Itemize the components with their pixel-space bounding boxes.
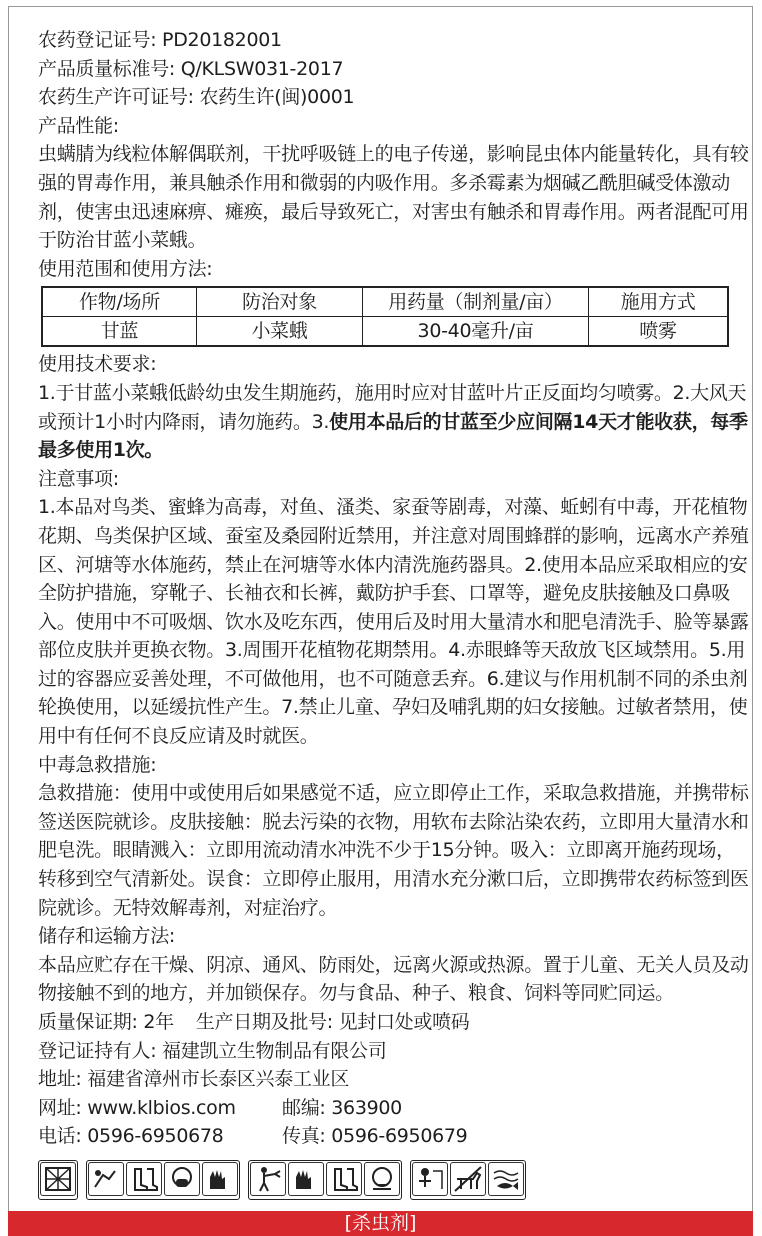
pictogram-group-storage bbox=[38, 1160, 78, 1200]
website-row bbox=[38, 1094, 752, 1123]
column-crop: 作物/场所 bbox=[42, 287, 197, 317]
registration-number: 农药登记证号: PD20182001 bbox=[38, 29, 282, 51]
first-aid-heading: 中毒急救措施: bbox=[38, 753, 157, 776]
cell-method: 喷雾 bbox=[589, 317, 729, 347]
technique-text-bold: 使用本品后的甘蓝至少应间隔14天才能收获，每季最多使用1次。 bbox=[38, 410, 748, 462]
phone: 电话: 0596-6950678 bbox=[38, 1125, 224, 1148]
cell-target: 小菜蛾 bbox=[197, 317, 363, 347]
production-license: 农药生产许可证号: 农药生许(闽)0001 bbox=[38, 86, 355, 109]
usage-heading: 使用范围和使用方法: bbox=[38, 257, 213, 280]
usage-table bbox=[41, 286, 729, 347]
technique-text bbox=[38, 379, 752, 465]
storage-text: 本品应贮存在干燥、阴凉、通风、防雨处，远离火源或热源。置于儿童、无关人员及动物接触不到的地方，并加锁保存。勿与食品、种子、粮食、饲料等同贮同运。 bbox=[38, 953, 749, 1005]
boots-icon bbox=[126, 1162, 162, 1196]
first-aid-text: 急救措施：使用中或使用后如果感觉不适，应立即停止工作，采取急救措施，并携带标签送医院就诊。皮肤接触：脱去污染的衣物，用软布去除沾染农药，立即用大量清水和肥皂洗。眼睛溅入：立即用流动清水冲洗不少于15分钟。吸入：立即离开施药现场，转移到空气清新处。误食：立即停止服用，用清水充分漱口后，立即携带农药标签到医院就诊。无特效解毒剂，对症治疗。 bbox=[38, 782, 749, 919]
label-content bbox=[38, 26, 752, 1151]
phone-row bbox=[38, 1122, 752, 1151]
shelf-life-row bbox=[38, 1008, 752, 1037]
batch-number: 生产日期及批号: 见封口处或喷码 bbox=[195, 1011, 470, 1033]
harmful-humans-icon bbox=[412, 1162, 448, 1196]
technique-text-normal: 1.于甘蓝小菜蛾低龄幼虫发生期施药，施用时应对甘蓝叶片正反面均匀喷雾。2.大风天或预计1小时内降雨，请勿施药。3. bbox=[38, 381, 747, 433]
postcode: 邮编: 363900 bbox=[282, 1096, 402, 1119]
harmful-animals-icon bbox=[450, 1162, 486, 1196]
category-banner: [杀虫剂] bbox=[8, 1211, 753, 1236]
store-locked-icon bbox=[40, 1162, 76, 1196]
pictogram-group-warnings bbox=[410, 1160, 526, 1200]
column-method: 施用方式 bbox=[589, 287, 729, 317]
mask-icon bbox=[164, 1162, 200, 1196]
spray-icon bbox=[250, 1162, 286, 1196]
handle-icon bbox=[88, 1162, 124, 1196]
cell-crop: 甘蓝 bbox=[42, 317, 197, 347]
wash-icon bbox=[364, 1162, 400, 1196]
precautions-heading: 注意事项: bbox=[38, 467, 119, 490]
gloves-icon bbox=[288, 1162, 324, 1196]
storage-heading: 储存和运输方法: bbox=[38, 925, 176, 948]
table-row bbox=[42, 317, 728, 347]
usage-table-header bbox=[42, 287, 728, 317]
fax: 传真: 0596-6950679 bbox=[282, 1125, 468, 1148]
pictogram-group-protection bbox=[86, 1160, 240, 1200]
precautions-text: 1.本品对鸟类、蜜蜂为高毒，对鱼、溞类、家蚕等剧毒，对藻、蚯蚓有中毒，开花植物花期、鸟类保护区域、蚕室及桑园附近禁用，并注意对周围蜂群的影响，远离水产养殖区、河塘等水体施药，禁止在河塘等水体内清洗施药器具。2.使用本品应采取相应的安全防护措施，穿靴子、长袖衣和长裤，戴防护手套、口罩等，避免皮肤接触及口鼻吸入。使用中不可吸烟、饮水及吃东西，使用后及时用大量清水和肥皂清洗手、脸等暴露部位皮肤并更换衣物。3.周围开花植物花期禁用。4.赤眼蜂等天敌放飞区域禁用。5.用过的容器应妥善处理，不可做他用，也不可随意丢弃。6.建议与作用机制不同的杀虫剂轮换使用，以延缓抗性产生。7.禁止儿童、孕妇及哺乳期的妇女接触。过敏者禁用，使用中有任何不良反应请及时就医。 bbox=[38, 496, 749, 748]
address: 地址: 福建省漳州市长泰区兴泰工业区 bbox=[38, 1068, 350, 1091]
standard-number: 产品质量标准号: Q/KLSW031-2017 bbox=[38, 57, 344, 80]
pictogram-group-application bbox=[248, 1160, 402, 1200]
website: 网址: www.klbios.com bbox=[38, 1096, 236, 1119]
harmful-fish-icon bbox=[488, 1162, 524, 1196]
performance-text: 虫螨腈为线粒体解偶联剂，干扰呼吸链上的电子传递，影响昆虫体内能量转化，具有较强的胃毒作用，兼具触杀作用和微弱的内吸作用。多杀霉素为烟碱乙酰胆碱受体激动剂，使害虫迅速麻痹、瘫痪，最后导致死亡，对害虫有触杀和胃毒作用。两者混配可用于防治甘蓝小菜蛾。 bbox=[38, 143, 749, 252]
cell-dosage: 30-40毫升/亩 bbox=[363, 317, 589, 347]
technique-heading: 使用技术要求: bbox=[38, 353, 157, 376]
shelf-life: 质量保证期: 2年 bbox=[38, 1011, 174, 1033]
safety-pictograms bbox=[38, 1160, 526, 1200]
column-dosage: 用药量（制剂量/亩） bbox=[363, 287, 589, 317]
boots-icon bbox=[326, 1162, 362, 1196]
performance-heading: 产品性能: bbox=[38, 114, 119, 137]
registration-holder: 登记证持有人: 福建凯立生物制品有限公司 bbox=[38, 1039, 387, 1062]
column-target: 防治对象 bbox=[197, 287, 363, 317]
gloves-icon bbox=[202, 1162, 238, 1196]
